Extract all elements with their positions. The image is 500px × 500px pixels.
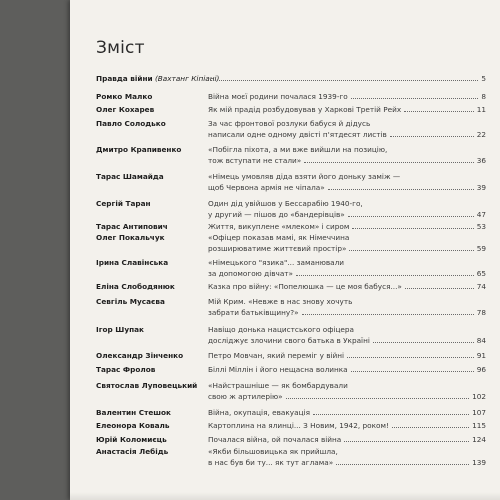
toc-leader-line [208, 457, 486, 468]
toc-dot-leader [328, 189, 474, 190]
toc-dot-leader [404, 111, 474, 112]
toc-title-line: Один дід увійшов у Бессарабію 1940-го, [208, 199, 363, 208]
toc-author-name: Павло Солодько [96, 119, 166, 128]
toc-author-name: Сергій Таран [96, 199, 151, 208]
toc-author-name: Ромко Малко [96, 92, 153, 101]
toc-author [96, 350, 214, 361]
toc-title: Казка про війну: «Попелюшка — це моя бабуся...» [208, 282, 402, 291]
toc-title: забрати батьківщину?» [208, 308, 299, 317]
toc-leader-line [208, 268, 486, 279]
toc-title: в нас був би ту... як тут аглама» [208, 458, 334, 467]
toc-dot-leader [392, 427, 469, 428]
toc-page-number: 47 [476, 210, 486, 219]
toc-author [96, 257, 214, 268]
toc-author-name: Тарас Антипович [96, 222, 168, 231]
toc-title: щоб Червона армія не чіпала» [208, 183, 325, 192]
toc-author-name: Еліна Слободянюк [96, 282, 175, 291]
toc-author [96, 221, 214, 232]
toc-dot-leader [304, 162, 473, 163]
toc-title: у другий — пішов до «бандерівців» [208, 210, 345, 219]
toc-author [96, 198, 214, 209]
toc-title: Як мій прадід розбудовував у Харкові Третій Рейх [208, 105, 402, 114]
toc-title: Війна моєї родини почалася 1939-го [208, 92, 348, 101]
toc-author-name: Севгіль Мусаєва [96, 297, 165, 306]
toc-author-name: Олег Покальчук [96, 233, 165, 242]
toc-leader-line [208, 243, 486, 254]
toc-page-number: 96 [476, 365, 486, 374]
toc-author [96, 171, 214, 182]
toc-author-name: Юрій Коломиєць [96, 435, 167, 444]
toc-dot-leader [390, 136, 474, 137]
toc-dot-leader [347, 357, 474, 358]
toc-page-number: 91 [476, 351, 486, 360]
toc-page-number: 124 [472, 435, 486, 444]
toc-author-name: Святослав Луповецький [96, 381, 198, 390]
toc-leader-line [208, 182, 486, 193]
toc-dot-leader [296, 275, 474, 276]
toc-leader-line [208, 364, 486, 375]
toc-author [96, 281, 214, 292]
toc-title: Петро Мовчан, який переміг у війні [208, 351, 345, 360]
toc-author [96, 364, 214, 375]
toc-title: свою ж артилерію» [208, 392, 283, 401]
toc-author-name: Ігор Шупак [96, 325, 144, 334]
toc-author [96, 104, 214, 115]
toc-title: Життя, викуплене «млеком» і сиром [208, 222, 350, 231]
toc-leader-line [208, 307, 486, 318]
toc-page-number: 8 [481, 92, 486, 101]
toc-author [96, 407, 214, 418]
toc-title-line: «Якби більшовицька як прийшла, [208, 447, 338, 456]
toc-title-line: «Німецького "язика"... заманювали [208, 258, 345, 267]
toc-dot-leader [405, 288, 474, 289]
toc-author-name: Тарас Фролов [96, 365, 156, 374]
toc-author [96, 296, 214, 307]
toc-author-name: Тарас Шамайда [96, 172, 164, 181]
toc-dot-leader [211, 80, 478, 81]
toc-title: Почалася війна, ой почалася війна [208, 435, 342, 444]
toc-title: Біллі Міллін і його нещасна волинка [208, 365, 348, 374]
toc-page-number: 11 [476, 105, 486, 114]
toc-page-number: 59 [476, 244, 486, 253]
toc-leader-line [208, 221, 486, 232]
toc-title-line: «Найстрашніше — як бомбардували [208, 381, 348, 390]
toc-page-number: 84 [476, 336, 486, 345]
toc-dot-leader [351, 98, 479, 99]
toc-page-number: 65 [476, 269, 486, 278]
toc-leader-line [208, 407, 486, 418]
page-shadow [70, 492, 500, 500]
toc-leader-line [208, 129, 486, 140]
toc-title: Картоплина на ялинці... З Новим, 1942, роком! [208, 421, 389, 430]
toc-leader-line [208, 281, 486, 292]
toc-author [96, 446, 214, 457]
toc-title-line: Навіщо донька нацистського офіцера [208, 325, 355, 334]
toc-dot-leader [349, 250, 473, 251]
toc-dot-leader [302, 314, 474, 315]
toc-title: написали одне одному двісті п'ятдесят листів [208, 130, 387, 139]
toc-page-number: 115 [472, 421, 486, 430]
toc-title-line: «Побігла піхота, а ми вже вийшли на позицію, [208, 145, 388, 154]
toc-author [96, 73, 220, 84]
toc-author-name: Олег Кохарев [96, 105, 155, 114]
toc-author [96, 324, 214, 335]
toc-page-number: 53 [476, 222, 486, 231]
toc-page-number: 39 [476, 183, 486, 192]
toc-page-number: 36 [476, 156, 486, 165]
toc-author-note: (Вахтанг Кіпіані) [152, 74, 220, 83]
toc-author [96, 91, 214, 102]
toc-leader-line [208, 73, 486, 84]
toc-dot-leader [348, 216, 474, 217]
toc-author-name: Дмитро Крапивенко [96, 145, 182, 154]
toc-dot-leader [336, 464, 469, 465]
toc-leader-line [208, 434, 486, 445]
toc-author-name: Анастасія Лебідь [96, 447, 169, 456]
toc-page-number: 5 [481, 74, 486, 83]
toc-dot-leader [344, 441, 469, 442]
toc-leader-line [208, 104, 486, 115]
toc-leader-line [208, 335, 486, 346]
toc-author [96, 232, 214, 243]
toc-author-name: Ірина Славінська [96, 258, 169, 267]
toc-title: Війна, окупація, евакуація [208, 408, 310, 417]
toc-author [96, 380, 214, 391]
toc-page-number: 22 [476, 130, 486, 139]
toc-page-number: 139 [472, 458, 486, 467]
toc-page-number: 74 [476, 282, 486, 291]
toc-title: тож вступати не стали» [208, 156, 302, 165]
toc-title-line: «Офіцер показав мамі, як Німеччина [208, 233, 350, 242]
toc-page-number: 102 [472, 392, 486, 401]
page-title: Зміст [96, 38, 145, 58]
toc-leader-line [208, 155, 486, 166]
book-page [70, 0, 500, 500]
toc-title: досліджує злочини свого батька в Україні [208, 336, 370, 345]
toc-leader-line [208, 209, 486, 220]
toc-author [96, 118, 214, 129]
toc-title-line: Мій Крим. «Невже в нас знову хочуть [208, 297, 353, 306]
toc-leader-line [208, 391, 486, 402]
toc-leader-line [208, 350, 486, 361]
toc-dot-leader [313, 414, 469, 415]
toc-dot-leader [351, 371, 474, 372]
toc-author-name: Валентин Стешок [96, 408, 171, 417]
toc-title: за допомогою дівчат» [208, 269, 294, 278]
toc-author [96, 144, 214, 155]
toc-dot-leader [352, 228, 473, 229]
toc-author [96, 420, 214, 431]
toc-dot-leader [286, 398, 469, 399]
toc-leader-line [208, 91, 486, 102]
toc-title-line: «Німець умовляв діда взяти його доньку заміж — [208, 172, 401, 181]
toc-author-name: Елеонора Коваль [96, 421, 170, 430]
toc-author-name: Правда війни [96, 74, 153, 83]
toc-leader-line [208, 420, 486, 431]
toc-author [96, 434, 214, 445]
toc-dot-leader [373, 342, 474, 343]
toc-author-name: Олександр Зінченко [96, 351, 184, 360]
toc-title: розширюватиме життєвий простір» [208, 244, 347, 253]
toc-page-number: 107 [472, 408, 486, 417]
toc-page-number: 78 [476, 308, 486, 317]
toc-title-line: За час фронтової розлуки бабуся й дідусь [208, 119, 371, 128]
